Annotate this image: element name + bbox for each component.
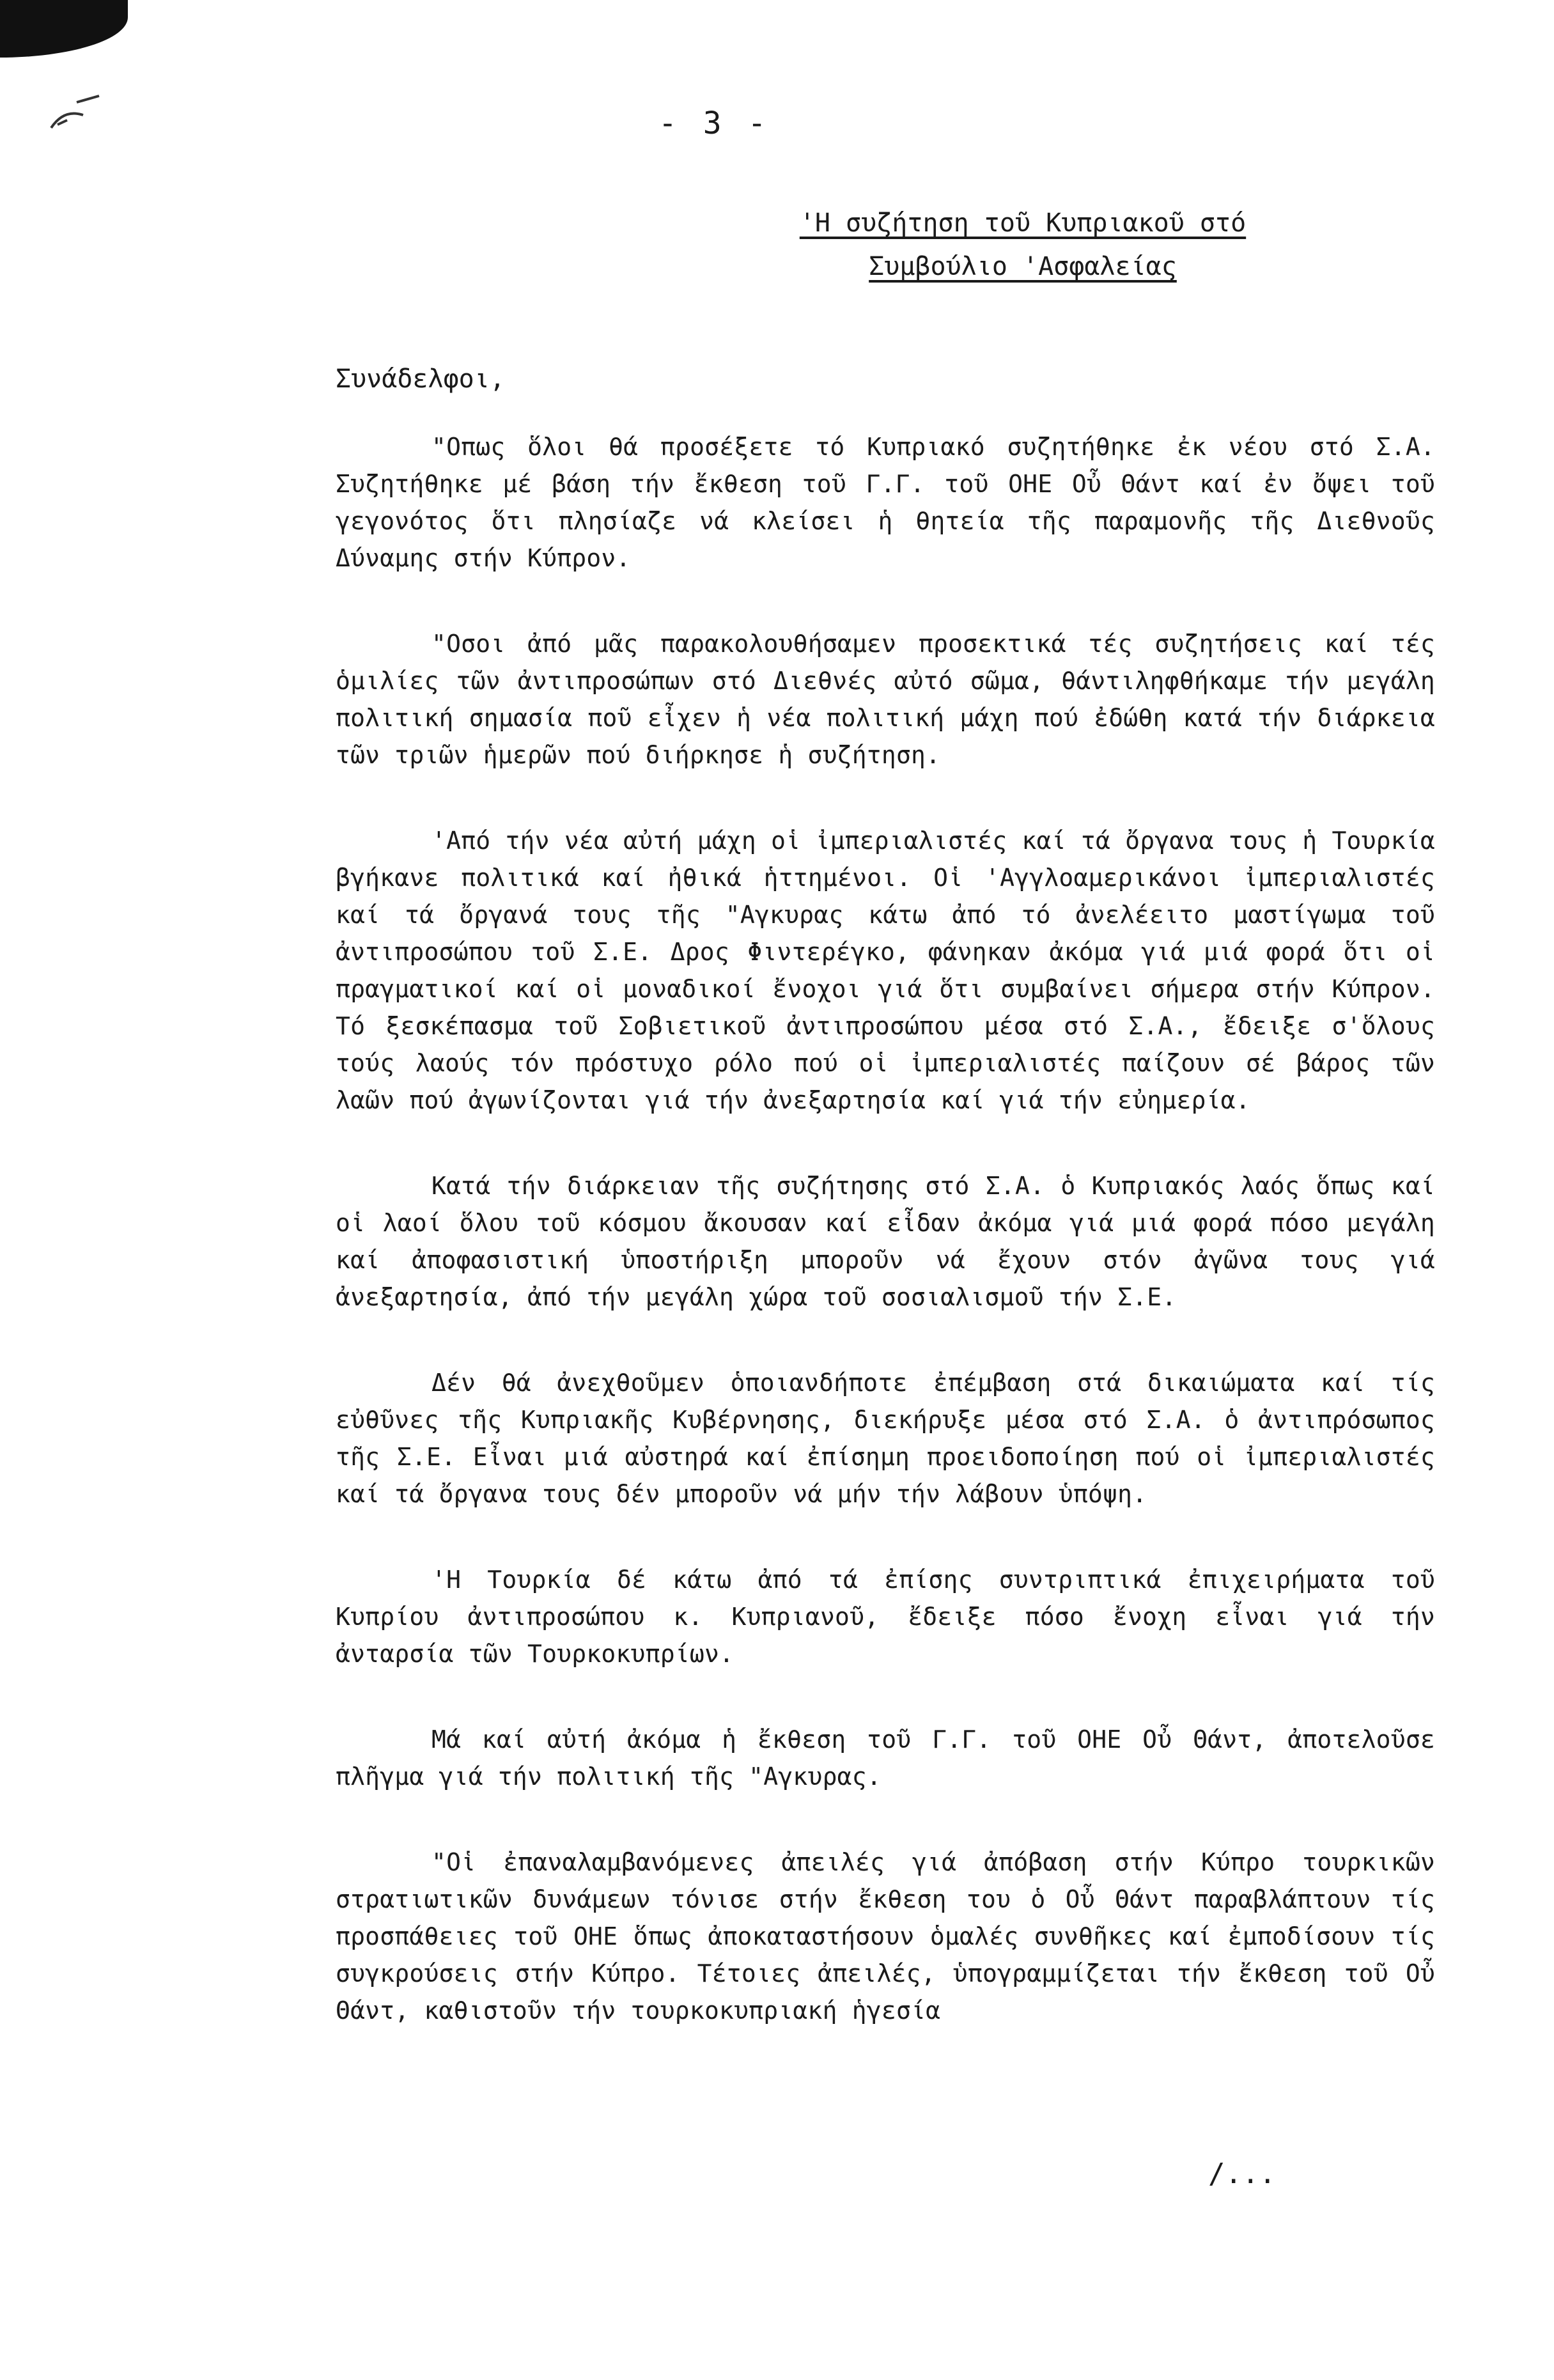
paragraph: 'Η Τουρκία δέ κάτω ἀπό τά ἐπίσης συντριπτικά ἐπιχειρήματα τοῦ Κυπρίου ἀντιπροσώπου κ. Κυπριανοῦ, ἔδειξε πόσο ἔνοχη εἶναι γιά τήν ἀνταρσία τῶν Τουρκοκυπρίων. — [336, 1566, 1435, 1668]
paragraph: "Οπως ὅλοι θά προσέξετε τό Κυπριακό συζητήθηκε ἐκ νέου στό Σ.Α. Συζητήθηκε μέ βάση τήν ἔκθεση τοῦ Γ.Γ. τοῦ ΟΗΕ Οὖ Θάντ καί ἐν ὄψει τοῦ γεγονότος ὅτι πλησίαζε νά κλείσει ἡ θητεία τῆς παραμονῆς τῆς Διεθνοῦς Δύναμης στήν Κύπρον. — [336, 433, 1435, 572]
title-line-2: Συμβούλιο 'Ασφαλείας — [869, 252, 1177, 281]
paragraph: Μά καί αὐτή ἀκόμα ἡ ἔκθεση τοῦ Γ.Γ. τοῦ ΟΗΕ Οὖ Θάντ, ἀποτελοῦσε πλῆγμα γιά τήν πολιτική τῆς "Αγκυρας. — [336, 1725, 1435, 1791]
paragraph: Κατά τήν διάρκειαν τῆς συζήτησης στό Σ.Α. ὁ Κυπριακός λαός ὅπως καί οἱ λαοί ὅλου τοῦ κόσμου ἄκουσαν καί εἶδαν ἀκόμα γιά μιά φορά πόσο μεγάλη καί ἀποφασιστική ὑποστήριξη μποροῦν νά ἔχουν στόν ἀγῶνα τους γιά ἀνεξαρτησία, ἀπό τήν μεγάλη χώρα τοῦ σοσιαλισμοῦ τήν Σ.Ε. — [336, 1172, 1435, 1311]
paragraph: "Οσοι ἀπό μᾶς παρακολουθήσαμεν προσεκτικά τές συζητήσεις καί τές ὁμιλίες τῶν ἀντιπροσώπων στό Διεθνές αὐτό σῶμα, θάντιληφθήκαμε τήν μεγάλη πολιτική σημασία ποῦ εἶχεν ἡ νέα πολιτική μάχη πού ἐδώθη κατά τήν διάρκεια τῶν τριῶν ἡμερῶν πού διήρκησε ἡ συζήτηση. — [336, 630, 1435, 769]
continuation-mark: /... — [1208, 2158, 1276, 2190]
document-body — [336, 428, 1435, 2078]
salutation: Συνάδελφοι, — [336, 364, 505, 394]
paragraph: 'Από τήν νέα αὐτή μάχη οἱ ἰμπεριαλιστές καί τά ὄργανα τους ἡ Τουρκία βγήκανε πολιτικά καί ἠθικά ἡττημένοι. Οἱ 'Αγγλοαμερικάνοι ἰμπεριαλιστές καί τά ὄργανά τους τῆς "Αγκυρας κάτω ἀπό τό ἀνελέειτο μαστίγωμα τοῦ ἀντιπροσώπου τοῦ Σ.Ε. Δρος Φιντερέγκο, φάνηκαν ἀκόμα γιά μιά φορά ὅτι οἱ πραγματικοί καί οἱ μοναδικοί ἔνοχοι γιά ὅτι συμβαίνει σήμερα στήν Κύπρον. Τό ξεσκέπασμα τοῦ Σοβιετικοῦ ἀντιπροσώπου μέσα στό Σ.Α., ἔδειξε σ'ὅλους τούς λαούς τόν πρόστυχο ρόλο πού οἱ ἰμπεριαλιστές παίζουν σέ βάρος τῶν λαῶν πού ἀγωνίζονται γιά τήν ἀνεξαρτησία καί γιά τήν εὐημερία. — [336, 827, 1435, 1114]
scan-artifact — [0, 0, 128, 58]
document-title — [767, 201, 1278, 288]
page-number: - 3 - — [658, 105, 770, 141]
scan-smudge-mark — [38, 89, 115, 141]
paragraph: Δέν θά ἀνεχθοῦμεν ὁποιανδήποτε ἐπέμβαση στά δικαιώματα καί τίς εὐθῦνες τῆς Κυπριακῆς Κυβέρνησης, διεκήρυξε μέσα στό Σ.Α. ὁ ἀντιπρόσωπος τῆς Σ.Ε. Εἶναι μιά αὐστηρά καί ἐπίσημη προειδοποίηση πού οἱ ἰμπεριαλιστές καί τά ὄργανα τους δέν μποροῦν νά μήν τήν λάβουν ὑπόψη. — [336, 1369, 1435, 1508]
title-line-1: 'Η συζήτηση τοῦ Κυπριακοῦ στό — [799, 208, 1247, 238]
paragraph: "Οἱ ἐπαναλαμβανόμενες ἀπειλές γιά ἀπόβαση στήν Κύπρο τουρκικῶν στρατιωτικῶν δυνάμεων τόνισε στήν ἔκθεση του ὁ Οὖ Θάντ παραβλάπτουν τίς προσπάθειες τοῦ ΟΗΕ ὅπως ἀποκαταστήσουν ὁμαλές συνθῆκες καί ἐμποδίσουν τίς συγκρούσεις στήν Κύπρο. Τέτοιες ἀπειλές, ὑπογραμμίζεται τήν ἔκθεση τοῦ Οὖ Θάντ, καθιστοῦν τήν τουρκοκυπριακή ἡγεσία — [336, 1848, 1435, 2025]
